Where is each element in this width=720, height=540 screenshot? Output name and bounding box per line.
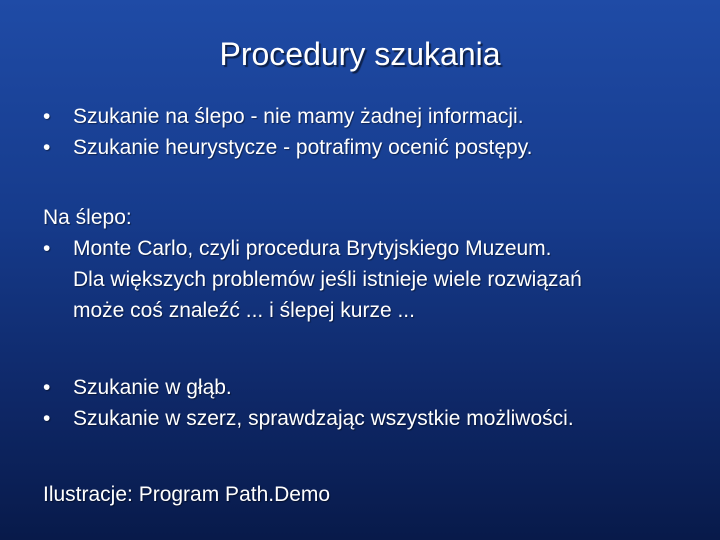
list-item-text: Szukanie na ślepo - nie mamy żadnej informacji. (73, 105, 524, 128)
list-item-continuation: Dla większych problemów jeśli istnieje wiele rozwiązań (73, 268, 582, 291)
list-item (43, 403, 574, 434)
blind-search-section (43, 202, 582, 326)
list-item (43, 132, 533, 163)
list-item-text: Monte Carlo, czyli procedura Brytyjskiego Muzeum. (73, 237, 552, 260)
footer-illustrations-note (43, 479, 330, 510)
list-item-text: Szukanie w szerz, sprawdzając wszystkie możliwości. (73, 407, 574, 430)
bullet-icon: • (43, 237, 51, 260)
bullet-icon: • (43, 136, 51, 159)
section-heading: Na ślepo: (43, 206, 132, 229)
bullet-icon: • (43, 407, 51, 430)
bullet-icon: • (43, 376, 51, 399)
bullet-list-search-types (43, 101, 533, 163)
list-item (43, 372, 574, 403)
slide-title: Procedury szukania (219, 36, 501, 72)
list-item-continuation: może coś znaleźć ... i ślepej kurze ... (73, 299, 415, 322)
bullet-icon: • (43, 105, 51, 128)
list-item (43, 101, 533, 132)
list-item-text: Szukanie heurystycze - potrafimy ocenić postępy. (73, 136, 533, 159)
bullet-list-search-order (43, 372, 574, 434)
footer-text: Ilustracje: Program Path.Demo (43, 483, 331, 506)
list-item-text: Szukanie w głąb. (73, 376, 232, 399)
list-item (43, 233, 582, 264)
